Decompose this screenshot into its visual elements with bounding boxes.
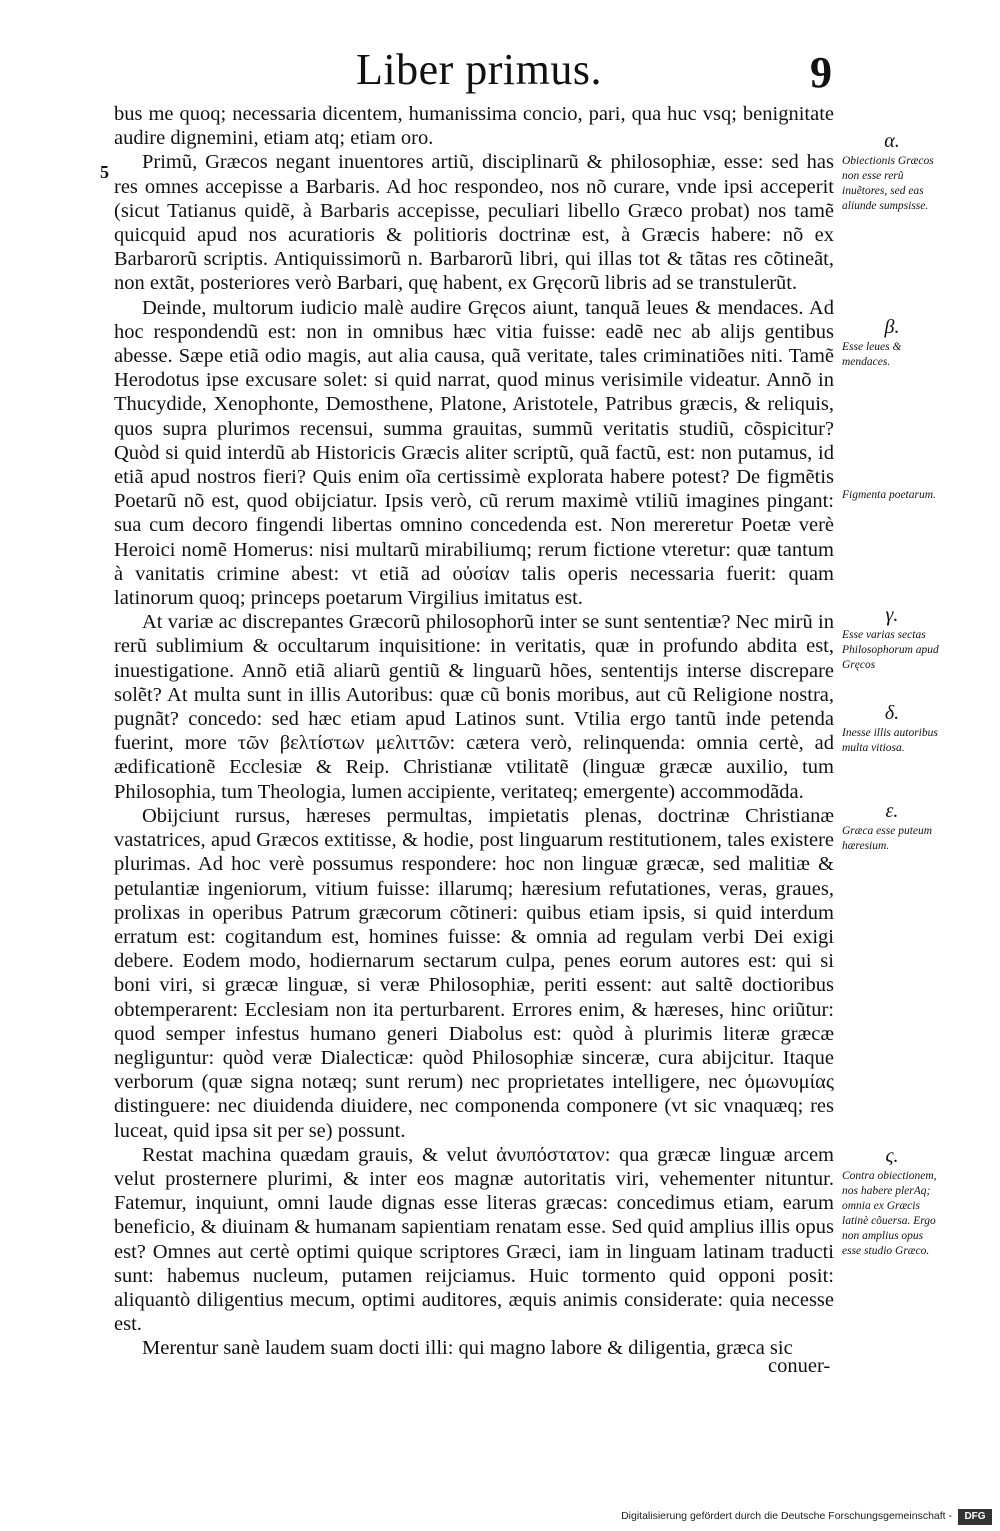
side-note [842,488,942,503]
side-note [842,1145,942,1259]
paragraph-final: Merentur sanè laudem suam docti illi: qui magno labore & diligentia, græca sic [142,1337,793,1360]
side-note-marker: ε. [885,800,899,822]
side-note-marker: α. [884,130,900,152]
footer-credit: Digitalisierung gefördert durch die Deutsche Forschungsgemeinschaft - [621,1510,952,1522]
side-note-text: Esse leues & mendaces. [842,341,902,368]
side-note [842,800,942,854]
margin-line-mark: 5 [100,162,109,182]
side-note-text: Figmenta poetarum. [842,489,936,501]
paragraph-objection-2: Deinde, multorum iudicio malè audire Gręcos aiunt, tanquã leues & mendaces. Ad hoc respondendũ est: non in omnibus hæc vitia fuisse: eadẽ nec ab alijs gentibus abesse. Sæpe etiã odio magis, aut alia causa, quã veritate, tales criminatiões niti. Tamẽ Herodotus ipse excusare solet: si quid narrat, quod minus verisimile videatur. Annõ in Thucydide, Xenophonte, Demosthene, Platone, Aristotele, Patribus græcis, & reliquis, quos supra plurimos recensui, summa grauitas, summũ veritatis studiũ, cõspicitur? Quòd si quid interdũ ab Historicis Græcis aliter scriptũ, quã factũ, est: non putamus, id etiã apud nostros fieri? Quis enim oĩa certissimè explorata habere potest? De figmẽtis Poetarũ nõ est, quod obijciatur. Ipsis verò, cũ rerum maximè vtiliũ imagines pingant: sua cum decoro fingendi libertas omnino concedenda est. Non mereretur Poetæ verè Heroici nomẽ Homerus: nisi multarũ mirabiliumq; rerum fictione vteretur: quæ tantum à vanitatis crimine abest: vt etiã ad οὐσίαν talis operis necessaria fuerit: quam latinorum quoq; princeps poetarum Virgilius imitatus est. [114,296,834,610]
side-note-marker: δ. [884,702,900,724]
paragraph-objection-3: At variæ ac discrepantes Græcorũ philosophorũ inter se sunt sententiæ? Nec mirũ in rerũ sublimium & occultarum inquisitione: in veritatis, quæ in profundo abdita est, inuestigatione. Annõ etiã aliarũ gentiũ & linguarũ hões, sententijs interse discrepare solẽt? At multa sunt in illis Autoribus: quæ cũ bonis moribus, aut cũ Religione nostra, pugnãt? concedo: sed hæc etiam apud Latinos sunt. Vtilia ergo tantũ inde petenda fuerint, more τῶν βελτίστων μελιττῶν: cætera verò, relinquenda: omnia certè, ad ædificationẽ Ecclesiæ & Reip. Christianæ vtilitatẽ (linguæ græcæ auxilio, tum Philosophia, tum Theologia, lumen accipiente, veritateq; emergente) accommodãda. [114,611,834,803]
page-number: 9 [810,48,832,97]
side-note-marker: β. [884,316,900,338]
side-note [842,316,942,370]
side-note [842,604,942,673]
digitization-footer [0,1499,1000,1531]
side-note [842,130,942,214]
side-note-marker: ς. [885,1145,899,1167]
catchword: conuer- [768,1355,831,1377]
paragraph-objection-4: Obijciunt rursus, hæreses permultas, impietatis plenas, doctrinæ Christianæ vastatrices, apud Græcos extitisse, & hodie, post linguarum restitutionem, tales existere plurimas. Ad hoc verè possumus respondere: hoc non linguæ græcæ, sed malitiæ & petulantiæ ingeniorum, vitium fuisse: illarumq; hæresium refutationes, veras, graues, prolixas in operibus Patrum græcorum cõtineri: quibus etiam ipsis, si quid interdum erratum est: cogitandum est, homines fuisse: & omnia ad regulam verbi Dei exigi debere. Eodem modo, hodiernarum sectarum culpa, penes eorum autores est: qui si boni viri, si græcæ linguæ, si veræ Philosophiæ, periti essent: aut saltẽ doctioribus obtemperarent: Ecclesiam non ita perturbarent. Errores enim, & hæreses, hinc oriũtur: quod semper infestus humano generi Diabolus est: quòd à plurimis literæ græcæ negliguntur: quòd veræ Dialecticæ: quòd Philosophiæ sinceræ, cura abijcitur. Itaque verborum (quæ signa notæq; sunt rerum) nec proprietates intelligere, nec ὁμωνυμίας distinguere: nec diuidenda diuidere, nec componenda componere (vt sic vnaquæq; res luceat, quid ipsa sit per se) possunt. [114,804,834,1142]
paragraph-objection-1: Primũ, Græcos negant inuentores artiũ, disciplinarũ & philosophiæ, esse: sed has res omnes accepisse a Barbaris. Ad hoc respondeo, nos nõ curare, vnde ipsi acceperit (sicut Tatianus quidẽ, à Barbaris accepisse, peculiari libello Græco probat) nos tamẽ quicquid apud nos acuratioris & politioris doctrinæ est, à Græcis habere: nõ ex Barbarorũ scriptis. Antiquissimorũ n. Barbarorũ libri, qui illas tot & tãtas res cõtineãt, non extãt, posteriores verò Barbari, quę habent, ex Gręcorũ libris ad se transtulerũt. [114,151,834,295]
dfg-logo: DFG [958,1509,992,1525]
main-text-column [114,102,834,1361]
side-note-marker: γ. [885,604,899,626]
side-note-text: Græca esse puteum hæresium. [842,825,933,852]
side-note [842,702,942,756]
side-note-text: Obiectionis Græcos non esse rerũ inuẽtores, sed eas aliunde sumpsisse. [842,155,934,212]
side-note-text: Esse varias sectas Philosophorum apud Gręcos [842,629,939,671]
running-title: Liber primus. [356,45,603,94]
side-note-text: Inesse illis autoribus multa vitiosa. [842,727,938,754]
side-note-text: Contra obiectionem, nos habere plerAq; omnia ex Græcis latinè cõuersa. Ergo non amplius opus esse studio Græco. [842,1170,937,1257]
paragraph-objection-5: Restat machina quædam grauis, & velut ἀνυπόστατον: qua græcæ linguæ arcem velut prosternere plurimi, & inter eos magnæ autoritatis viri, vehementer nituntur. Fatemur, inquiunt, omni laude dignas esse literas græcas: concedimus etiam, earum beneficio, & diuinam & humanam sapientiam renatam esse. Sed quid amplius illis opus est? Omnes aut certè optimi quique scriptores Græci, iam in linguam latinam traducti sunt: habemus nucleum, putamen reijciamus. Huic tormento quid opponi posit: aliquantò diligentius mecum, optimi auditores, æquis animis considerate: quia necesse est. [114,1143,834,1336]
paragraph-continuation: bus me quoq; necessaria dicentem, humanissima concio, pari, qua huc vsq; benignitate audire dignemini, etiam atq; etiam oro. [114,103,834,150]
